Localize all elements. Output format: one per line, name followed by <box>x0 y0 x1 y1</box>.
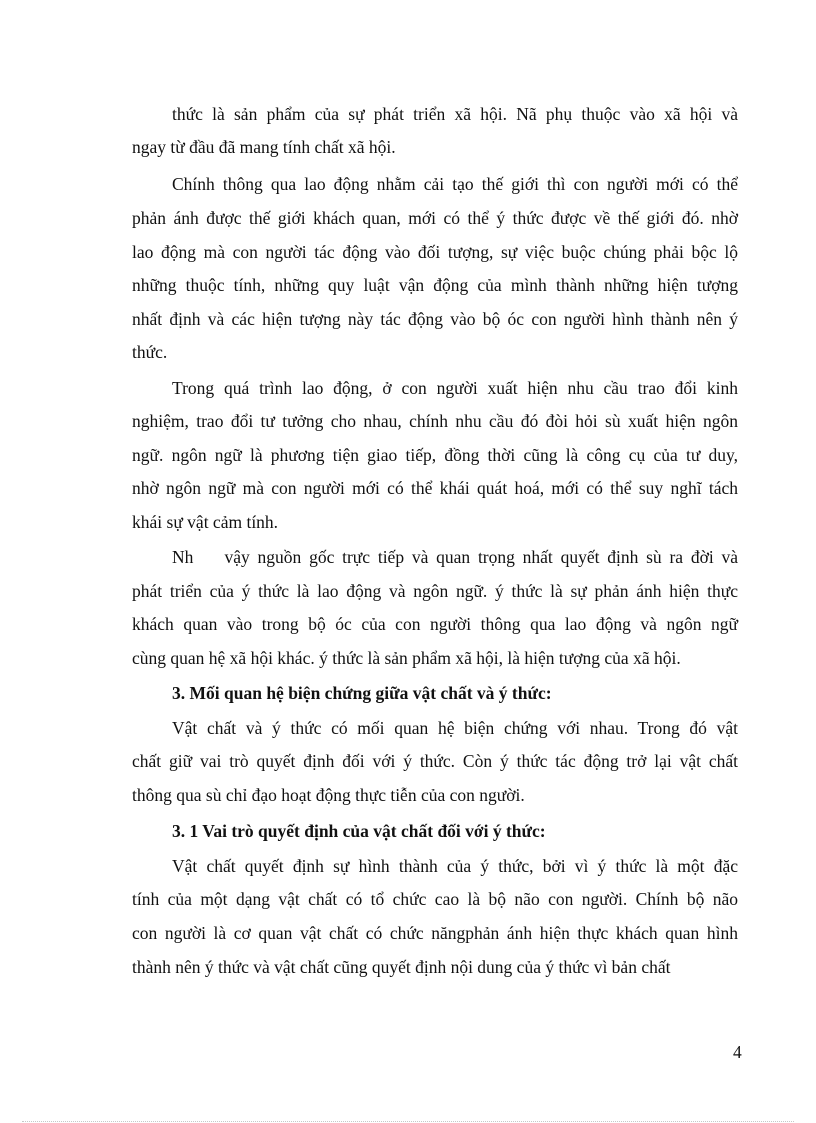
page-number: 4 <box>733 1042 742 1062</box>
paragraph-3-line-4: nhờ ngôn ngữ mà con người mới có thể khái quát hoá, mới có thể suy nghĩ tách <box>132 478 738 498</box>
paragraph-2-line-6: thức. <box>132 342 168 362</box>
paragraph-4-line-2: phát triển của ý thức là lao động và ngôn ngữ. ý thức là sự phản ánh hiện thực <box>132 581 738 601</box>
paragraph-1-line-2: ngay từ đầu đã mang tính chất xã hội. <box>132 137 396 157</box>
paragraph-2-line-3: lao động mà con người tác động vào đối tượng, sự việc buộc chúng phải bộc lộ <box>132 242 738 262</box>
paragraph-1-line-1: thức là sản phẩm của sự phát triển xã hội. Nã phụ thuộc vào xã hội và <box>172 104 738 124</box>
paragraph-3-line-1: Trong quá trình lao động, ở con người xuất hiện nhu cầu trao đổi kinh <box>172 378 738 398</box>
section-heading-3-1: 3. 1 Vai trò quyết định của vật chất đối với ý thức: <box>172 821 546 841</box>
paragraph-5-line-2: chất giữ vai trò quyết định đối với ý thức. Còn ý thức tác động trở lại vật chất <box>132 751 738 771</box>
paragraph-4-line-4: cùng quan hệ xã hội khác. ý thức là sản phẩm xã hội, là hiện tượng của xã hội. <box>132 648 681 668</box>
paragraph-6-line-1: Vật chất quyết định sự hình thành của ý thức, bởi vì ý thức là một đặc <box>172 856 738 876</box>
page-bottom-divider <box>22 1121 794 1122</box>
paragraph-3-line-2: nghiệm, trao đổi tư tưởng cho nhau, chính nhu cầu đó đòi hỏi sù xuất hiện ngôn <box>132 411 738 431</box>
paragraph-5-line-3: thông qua sù chỉ đạo hoạt động thực tiễn của con người. <box>132 785 525 805</box>
paragraph-4-line-3: khách quan vào trong bộ óc của con người thông qua lao động và ngôn ngữ <box>132 614 738 634</box>
paragraph-2-line-5: nhất định và các hiện tượng này tác động vào bộ óc con người hình thành nên ý <box>132 309 738 329</box>
paragraph-5-line-1: Vật chất và ý thức có mối quan hệ biện chứng với nhau. Trong đó vật <box>172 718 738 738</box>
paragraph-2-line-4: những thuộc tính, những quy luật vận động của mình thành những hiện tượng <box>132 275 738 295</box>
paragraph-2-line-2: phản ánh được thế giới khách quan, mới có thể ý thức được về thế giới đó. nhờ <box>132 208 738 228</box>
paragraph-3-line-5: khái sự vật cảm tính. <box>132 512 279 532</box>
paragraph-3-line-3: ngữ. ngôn ngữ là phương tiện giao tiếp, đồng thời cũng là công cụ của tư duy, <box>132 445 738 465</box>
paragraph-4-line-1: Nh vậy nguồn gốc trực tiếp và quan trọng nhất quyết định sù ra đời và <box>172 547 738 567</box>
paragraph-6-line-2: tính của một dạng vật chất có tổ chức cao là bộ não con người. Chính bộ não <box>132 889 738 909</box>
section-heading-3: 3. Mối quan hệ biện chứng giữa vật chất và ý thức: <box>172 683 552 703</box>
paragraph-6-line-4: thành nên ý thức và vật chất cũng quyết định nội dung của ý thức vì bản chất <box>132 957 671 977</box>
paragraph-2-line-1: Chính thông qua lao động nhằm cải tạo thế giới thì con người mới có thể <box>172 174 738 194</box>
paragraph-6-line-3: con người là cơ quan vật chất có chức năngphản ánh hiện thực khách quan hình <box>132 923 738 943</box>
